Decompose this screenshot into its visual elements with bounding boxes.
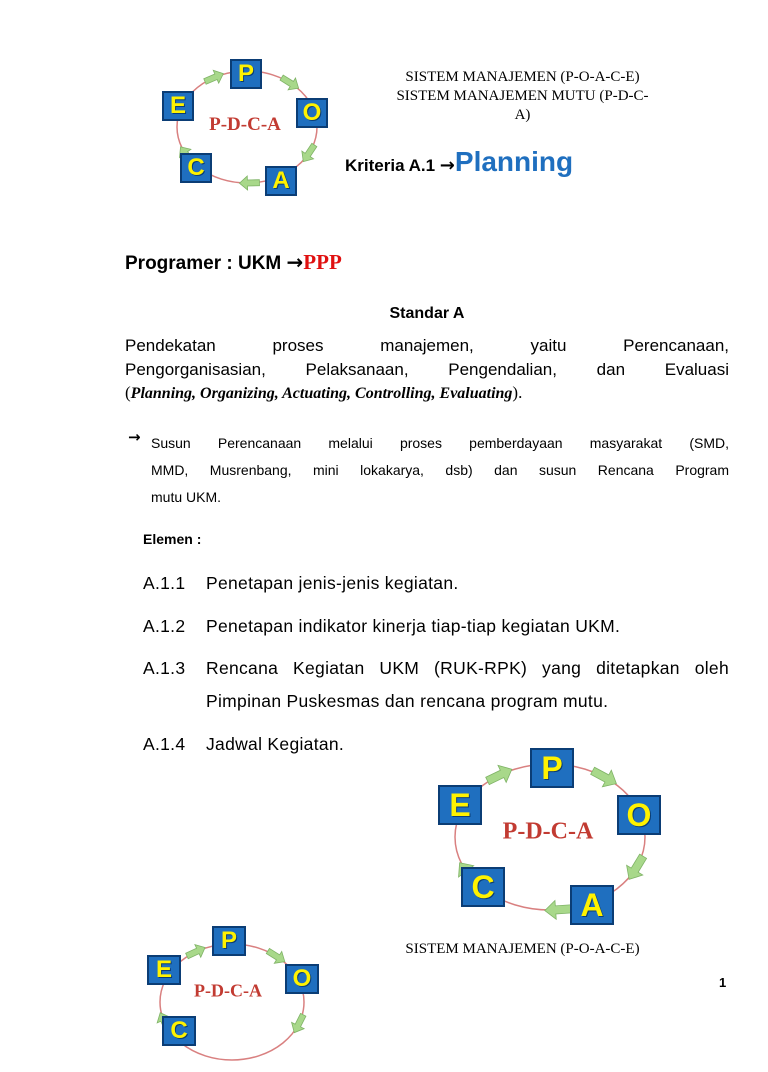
tile-p: P xyxy=(230,59,262,89)
page-number: 1 xyxy=(719,975,727,990)
cycle-arrow-icon xyxy=(184,941,208,962)
cycle-arrow-icon xyxy=(202,67,226,88)
bullet-line-2: MMD, Musrenbang, mini lokakarya, dsb) dan susun Rencana Program xyxy=(151,462,729,478)
tile-o: O xyxy=(296,98,328,128)
tile-a: A xyxy=(570,885,614,925)
tile-p: P xyxy=(530,748,574,788)
header-line-3: A) xyxy=(514,107,531,123)
programer-line xyxy=(125,250,342,275)
tile-e: E xyxy=(162,91,194,121)
pdca-center-label: P-D-C-A xyxy=(194,980,262,1001)
tile-p: P xyxy=(212,926,246,956)
tile-e: E xyxy=(147,955,181,985)
footer-caption: SISTEM MANAJEMEN (P-O-A-C-E) xyxy=(405,941,640,957)
tile-o: O xyxy=(617,795,661,835)
pdca-diagram-bottom xyxy=(140,922,325,1044)
pdca-diagram-top xyxy=(160,55,335,200)
cycle-arrow-icon xyxy=(544,899,572,920)
tile-a: A xyxy=(265,166,297,196)
cycle-arrow-icon xyxy=(278,72,302,94)
paren-close: ). xyxy=(512,383,523,402)
cycle-arrow-icon xyxy=(483,761,516,790)
cycle-arrow-icon xyxy=(239,176,259,191)
kriteria-prefix: Kriteria A.1 xyxy=(345,156,440,175)
elemen-code: A.1.1 xyxy=(143,573,186,593)
header-line-1: SISTEM MANAJEMEN (P-O-A-C-E) xyxy=(405,69,640,85)
pdca-diagram-middle xyxy=(432,745,664,930)
standar-title: Standar A xyxy=(389,305,465,322)
programer-ppp: PPP xyxy=(303,250,342,274)
bullet-line-3: mutu UKM. xyxy=(151,489,222,505)
standar-italic: Planning, Organizing, Actuating, Controlling, Evaluating xyxy=(130,385,513,402)
standar-line-1: Pendekatan proses manajemen, yaitu Perencanaan, xyxy=(125,336,729,355)
paren-open: ( xyxy=(125,383,131,402)
tile-e: E xyxy=(438,785,482,825)
tile-c: C xyxy=(461,867,505,907)
header-line-2: SISTEM MANAJEMEN MUTU (P-D-C- xyxy=(396,88,649,104)
tile-o: O xyxy=(285,964,319,994)
programer-prefix: Programer : UKM xyxy=(125,253,287,274)
cycle-arrow-icon xyxy=(288,1012,309,1036)
bullet-paragraph xyxy=(151,430,729,511)
pdca-center-label: P-D-C-A xyxy=(502,818,594,845)
standar-paragraph xyxy=(125,334,729,406)
arrow-icon: → xyxy=(439,155,455,176)
elemen-text: Penetapan jenis-jenis kegiatan. xyxy=(206,573,459,593)
elemen-title: Elemen : xyxy=(143,531,202,547)
elemen-code: A.1.2 xyxy=(143,616,186,636)
elemen-code: A.1.4 xyxy=(143,734,186,754)
cycle-arrow-icon xyxy=(588,762,621,791)
tile-c: C xyxy=(162,1016,196,1046)
elemen-text: Rencana Kegiatan UKM (RUK-RPK) yang ditetapkan oleh Pimpinan Puskesmas dan rencana program mutu. xyxy=(206,658,729,711)
tile-c: C xyxy=(180,153,212,183)
elemen-code: A.1.3 xyxy=(143,658,186,678)
kriteria-planning: Planning xyxy=(454,146,574,177)
pdca-center-label: P-D-C-A xyxy=(209,114,281,135)
standar-line-2: Pengorganisasian, Pelaksanaan, Pengendalian, dan Evaluasi xyxy=(125,359,729,379)
header-titles xyxy=(345,68,700,125)
elemen-text: Jadwal Kegiatan. xyxy=(206,734,345,754)
bullet-line-1: Susun Perencanaan melalui proses pemberdayaan masyarakat (SMD, xyxy=(151,435,729,451)
cycle-arrow-icon xyxy=(621,851,651,884)
kriteria-heading xyxy=(345,146,573,178)
standar-line-3 xyxy=(125,381,729,406)
arrow-icon: → xyxy=(286,250,304,274)
bullet-arrow-icon: → xyxy=(128,428,141,446)
elemen-text: Penetapan indikator kinerja tiap-tiap kegiatan UKM. xyxy=(206,616,621,636)
